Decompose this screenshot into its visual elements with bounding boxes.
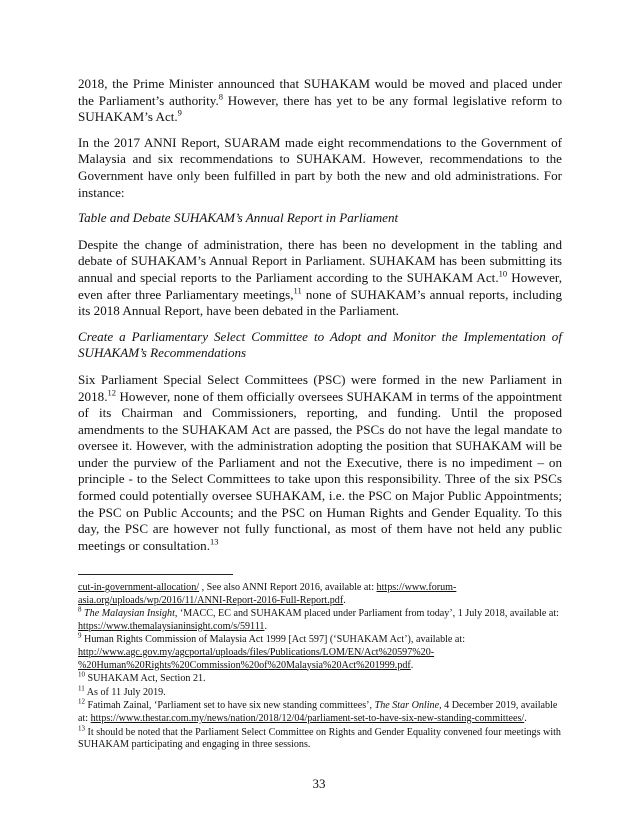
footnote-ref-8[interactable]: 8 — [218, 91, 223, 102]
footnotes — [78, 582, 562, 753]
footnote-link[interactable]: http://www.agc.gov.my/agcportal/uploads/files/Publications/LOM/EN/Act%20597%20-%20Human%20Rights%20Commission%20of%20Malaysia%20Act%201999.pdf — [78, 646, 435, 671]
footnote-ref-13[interactable]: 13 — [210, 536, 219, 547]
footnote-11: $^{11}$ As of 11 July 2019. — [78, 684, 166, 698]
footnote-divider — [78, 574, 233, 575]
footnote-link[interactable]: https://www.forum-asia.org/uploads/wp/2016/11/ANNI-Report-2016-Full-Report.pdf — [78, 582, 457, 606]
paragraph-anni-recommendations: In the 2017 ANNI Report, SUARAM made eight recommendations to the Government of Malaysia and six recommendations to SUHAKAM. However, recommendations to the Government have only been fulfilled in part by both the new and old administrations. For instance: — [78, 134, 562, 200]
footnote-ref-12[interactable]: 12 — [107, 387, 116, 398]
heading-table-debate: Table and Debate SUHAKAM’s Annual Report in Parliament — [78, 210, 399, 226]
page-number: 33 — [312, 776, 326, 791]
footnote-continued: cut-in-government-allocation/ , See also ANNI Report 2016, available at: https://www.forum-asia.org/uploads/wp/2016/11/ANNI-Report-2016-Full-Report.pdf. — [78, 582, 457, 606]
footnote-ref-9[interactable]: 9 — [177, 107, 182, 118]
footnote-8: $^8$ The Malaysian Insight, ‘MACC, EC and SUHAKAM placed under Parliament from today’, 1 July 2018, available at: https://www.themalaysianinsight.com/s/59111. — [78, 605, 559, 632]
footnote-ref-10[interactable]: 10 — [498, 268, 508, 279]
footnote-ref-11[interactable]: 11 — [293, 285, 302, 296]
paragraph-psc: Six Parliament Special Select Committees (PSC) were formed in the new Parliament in 2018.12 However, none of them officially oversees SUHAKAM in terms of the appointment of its Chairman and Commissioners, reporting, and funding. Until the proposed amendments to the SUHAKAM Act are passed, the PSCs do not have the legal mandate to oversee it. However, with the administration adopting the position that SUHAKAM will be under the purview of the Parliament and not the Executive, there is no impediment – on principle - to the Select Committees to take upon this responsibility. Three of the six PSCs formed could potentially oversee SUHAKAM, i.e. the PSC on Major Public Appointments; the PSC on Public Accounts; and the PSC on Human Rights and Gender Equality. To this day, the PSC are however not fully functional, as most of them have not held any public meetings or consultation.$^{13}$ — [78, 371, 562, 553]
body-text — [78, 76, 562, 563]
footnote-12: $^{12}$ Fatimah Zainal, ‘Parliament set to have six new standing committees’, The Star Online, 4 December 2019, available at: https://www.thestar.com.my/news/nation/2018/12/04/parliament-set-to-have-six-new-standing-committees/. — [78, 697, 558, 724]
paragraph-suhakam-moved: 2018, the Prime Minister announced that SUHAKAM would be moved and placed under the Parliament’s authority.$^8$ However, there has yet to be any formal legislative reform to SUHAKAM’s Act.$^9$ — [78, 76, 562, 125]
footnote-10: $^{10}$ SUHAKAM Act, Section 21. — [78, 670, 206, 685]
footnote-link[interactable]: cut-in-government-allocation/ — [78, 582, 200, 593]
footnote-link[interactable]: https://www.thestar.com.my/news/nation/2018/12/04/parliament-set-to-have-six-new-standing-committees/ — [90, 712, 525, 724]
footnote-9: $^9$ Human Rights Commission of Malaysia Act 1999 [Act 597] (‘SUHAKAM Act’), available at: http://www.agc.gov.my/agcportal/uploads/files/Publications/LOM/EN/Act%20597%20-%20Human%20Rights%20Commission%20of%20Malaysia%20Act%201999.pdf. — [78, 632, 466, 671]
footnote-13: $^{13}$ It should be noted that the Parliament Select Committee on Rights and Gender Equality convened four meetings with SUHAKAM participating and engaging in three sessions. — [78, 724, 561, 751]
heading-select-committee: Create a Parliamentary Select Committee to Adopt and Monitor the Implementation of SUHAKAM’s Recommendations — [78, 328, 562, 361]
footnote-link[interactable]: https://www.themalaysianinsight.com/s/59111 — [78, 620, 265, 632]
paragraph-annual-report: Despite the change of administration, there has been no development in the tabling and debate of SUHAKAM’s Annual Report in Parliament. SUHAKAM has been submitting its annual and special reports to the Parliament according to the SUHAKAM Act.$^{10}$ However, even after three Parliamentary meetings,$^{11}$ none of SUHAKAM’s annual reports, including its 2018 Annual Report, have been debated in the Parliament. — [78, 236, 563, 319]
